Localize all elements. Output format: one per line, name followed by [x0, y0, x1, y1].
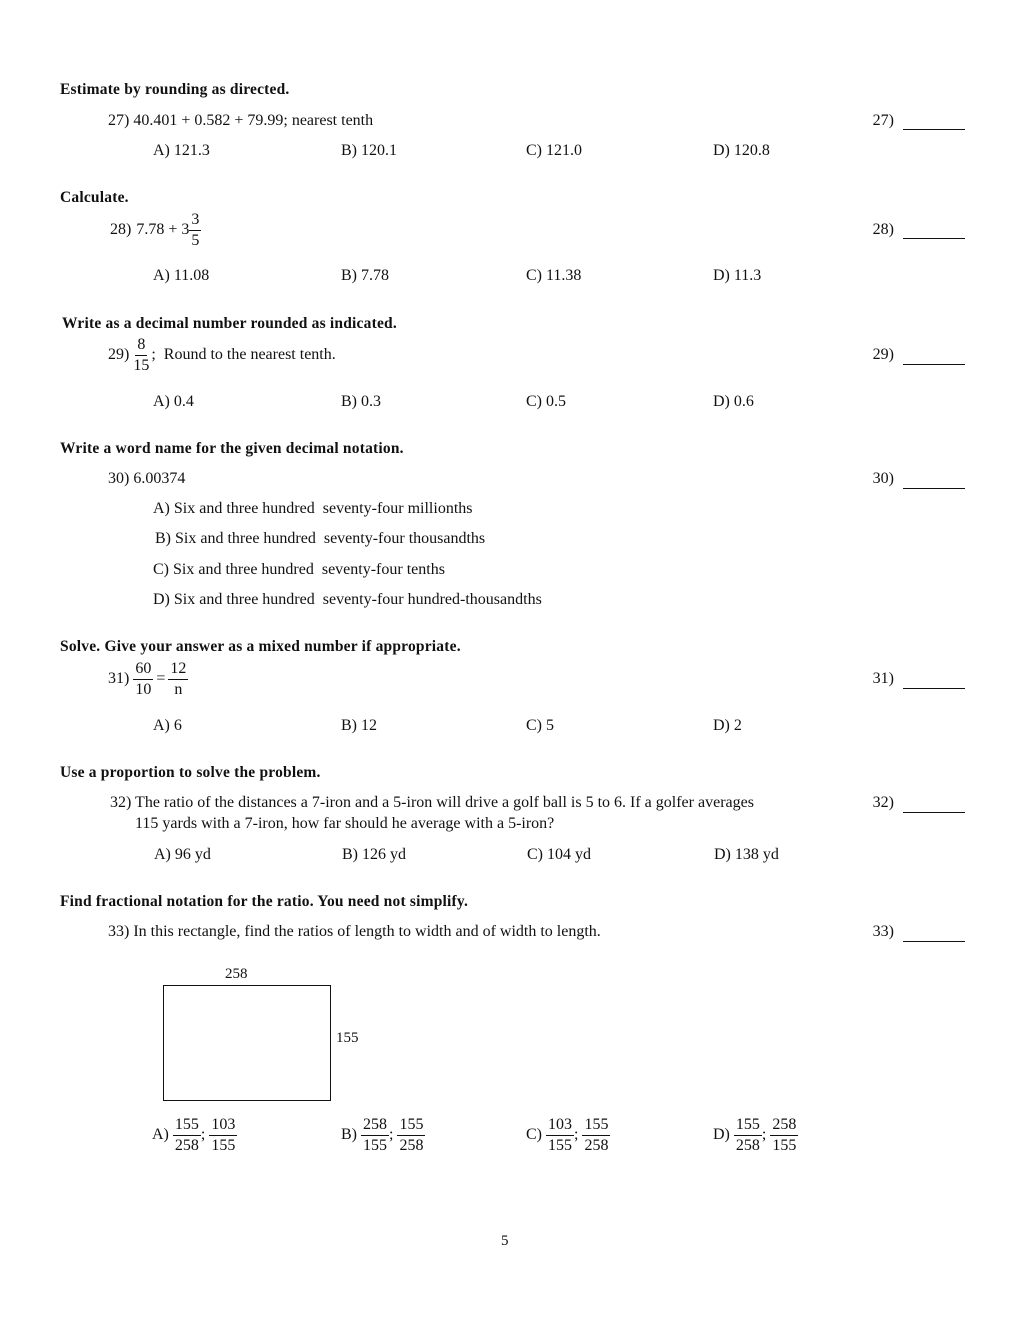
section-heading-estimate: Estimate by rounding as directed. [60, 81, 290, 98]
question-29 [108, 336, 336, 374]
choice-fraction: $\frac{258}{155}$ [772, 1115, 797, 1154]
question-number: 28) [110, 221, 132, 238]
answer-label-28: 28) [872, 221, 894, 238]
section-heading-proportion: Use a proportion to solve the problem. [60, 764, 321, 781]
choice-27-d: D) 120.8 [713, 142, 770, 159]
question-31 [108, 660, 188, 698]
question-number: 33) [108, 923, 130, 940]
question-number: 30) [108, 470, 130, 487]
section-heading-decimal-rounded: Write as a decimal number rounded as indicated. [62, 315, 397, 332]
answer-blank-33[interactable] [903, 941, 965, 942]
choice-28-b: B) 7.78 [341, 267, 389, 284]
question-number: 32) [110, 794, 132, 811]
choice-33-a: A) $\frac{155}{258}$ ; $\frac{103}{155}$ [152, 1115, 236, 1154]
choice-fraction: $\frac{103}{155}$ [548, 1115, 572, 1154]
answer-label-27: 27) [872, 112, 894, 129]
answer-label-32: 32) [872, 794, 894, 811]
section-heading-word-name: Write a word name for the given decimal notation. [60, 440, 404, 457]
choice-fraction: $\frac{258}{155}$ [363, 1115, 387, 1154]
choice-27-c: C) 121.0 [526, 142, 582, 159]
question-number: 27) [108, 112, 130, 129]
question-text: In this rectangle, find the ratios of length to width and of width to length. [133, 923, 601, 940]
mixed-number-fraction: $\frac{3}{5}$ [191, 210, 200, 249]
choice-30-b: B) Six and three hundred seventy-four thousandths [155, 530, 486, 547]
choice-fraction: $\frac{155}{258}$ [399, 1115, 424, 1154]
choice-32-c: C) 104 yd [527, 846, 591, 863]
choice-32-d: D) 138 yd [714, 846, 779, 863]
question-text-line-2: 115 yards with a 7-iron, how far should he average with a 5-iron? [135, 815, 555, 832]
lhs-fraction: $\frac{60}{10}$ [135, 659, 152, 698]
question-fraction: $\frac{8}{15}$ [133, 335, 150, 374]
section-heading-solve: Solve. Give your answer as a mixed number if appropriate. [60, 638, 461, 655]
choice-33-c: C) $\frac{103}{155}$ ; $\frac{155}{258}$ [526, 1115, 609, 1154]
answer-blank-30[interactable] [903, 488, 965, 489]
choice-31-d: D) 2 [713, 717, 742, 734]
answer-blank-31[interactable] [903, 688, 965, 689]
choice-31-b: B) 12 [341, 717, 377, 734]
question-text-line-1: The ratio of the distances a 7-iron and a 5-iron will drive a golf ball is 5 to 6. If a golfer averages [135, 794, 754, 811]
choice-27-a: A) 121.3 [153, 142, 210, 159]
choice-31-c: C) 5 [526, 717, 554, 734]
answer-label-30: 30) [872, 470, 894, 487]
answer-blank-28[interactable] [903, 238, 965, 239]
question-number: 29) [108, 346, 130, 363]
choice-28-d: D) 11.3 [713, 267, 762, 284]
choice-33-b: B) $\frac{258}{155}$ ; $\frac{155}{258}$ [341, 1115, 424, 1154]
page-number: 5 [501, 1233, 509, 1249]
question-27 [108, 113, 373, 129]
section-heading-ratio: Find fractional notation for the ratio. You need not simplify. [60, 893, 469, 910]
answer-blank-32[interactable] [903, 812, 965, 813]
question-text: 6.00374 [133, 470, 186, 487]
question-text: 7.78 + 3 [136, 221, 190, 238]
answer-label-29: 29) [872, 346, 894, 363]
question-number: 31) [108, 670, 130, 687]
choice-27-b: B) 120.1 [341, 142, 397, 159]
answer-blank-27[interactable] [903, 129, 965, 130]
question-text: ; Round to the nearest tenth. [151, 346, 336, 363]
rectangle-length-label: 258 [225, 966, 248, 982]
equals-sign: = [156, 670, 166, 687]
choice-32-b: B) 126 yd [342, 846, 406, 863]
question-32 [110, 795, 754, 811]
choice-30-d: D) Six and three hundred seventy-four hundred-thousandths [153, 591, 542, 608]
choice-30-c: C) Six and three hundred seventy-four tenths [153, 561, 445, 578]
choice-fraction: $\frac{103}{155}$ [211, 1115, 236, 1154]
section-heading-calculate: Calculate. [60, 189, 129, 206]
choice-fraction: $\frac{155}{258}$ [174, 1115, 199, 1154]
choice-31-a: A) 6 [153, 717, 182, 734]
choice-32-a: A) 96 yd [154, 846, 211, 863]
question-33 [108, 924, 601, 940]
question-28 [110, 211, 201, 249]
choice-28-c: C) 11.38 [526, 267, 582, 284]
choice-fraction: $\frac{155}{258}$ [584, 1115, 609, 1154]
choice-29-a: A) 0.4 [153, 393, 194, 410]
rectangle-figure [163, 985, 331, 1101]
rhs-fraction: $\frac{12}{n}$ [170, 659, 187, 698]
choice-29-b: B) 0.3 [341, 393, 381, 410]
question-text: 40.401 + 0.582 + 79.99; nearest tenth [133, 112, 374, 129]
question-30 [108, 471, 185, 487]
choice-30-a: A) Six and three hundred seventy-four millionths [153, 500, 473, 517]
choice-28-a: A) 11.08 [153, 267, 210, 284]
choice-33-d: D) $\frac{155}{258}$ ; $\frac{258}{155}$ [713, 1115, 797, 1154]
answer-label-33: 33) [872, 923, 894, 940]
rectangle-width-label: 155 [336, 1030, 359, 1046]
choice-29-c: C) 0.5 [526, 393, 566, 410]
answer-blank-29[interactable] [903, 364, 965, 365]
choice-fraction: $\frac{155}{258}$ [735, 1115, 760, 1154]
choice-29-d: D) 0.6 [713, 393, 754, 410]
answer-label-31: 31) [872, 670, 894, 687]
